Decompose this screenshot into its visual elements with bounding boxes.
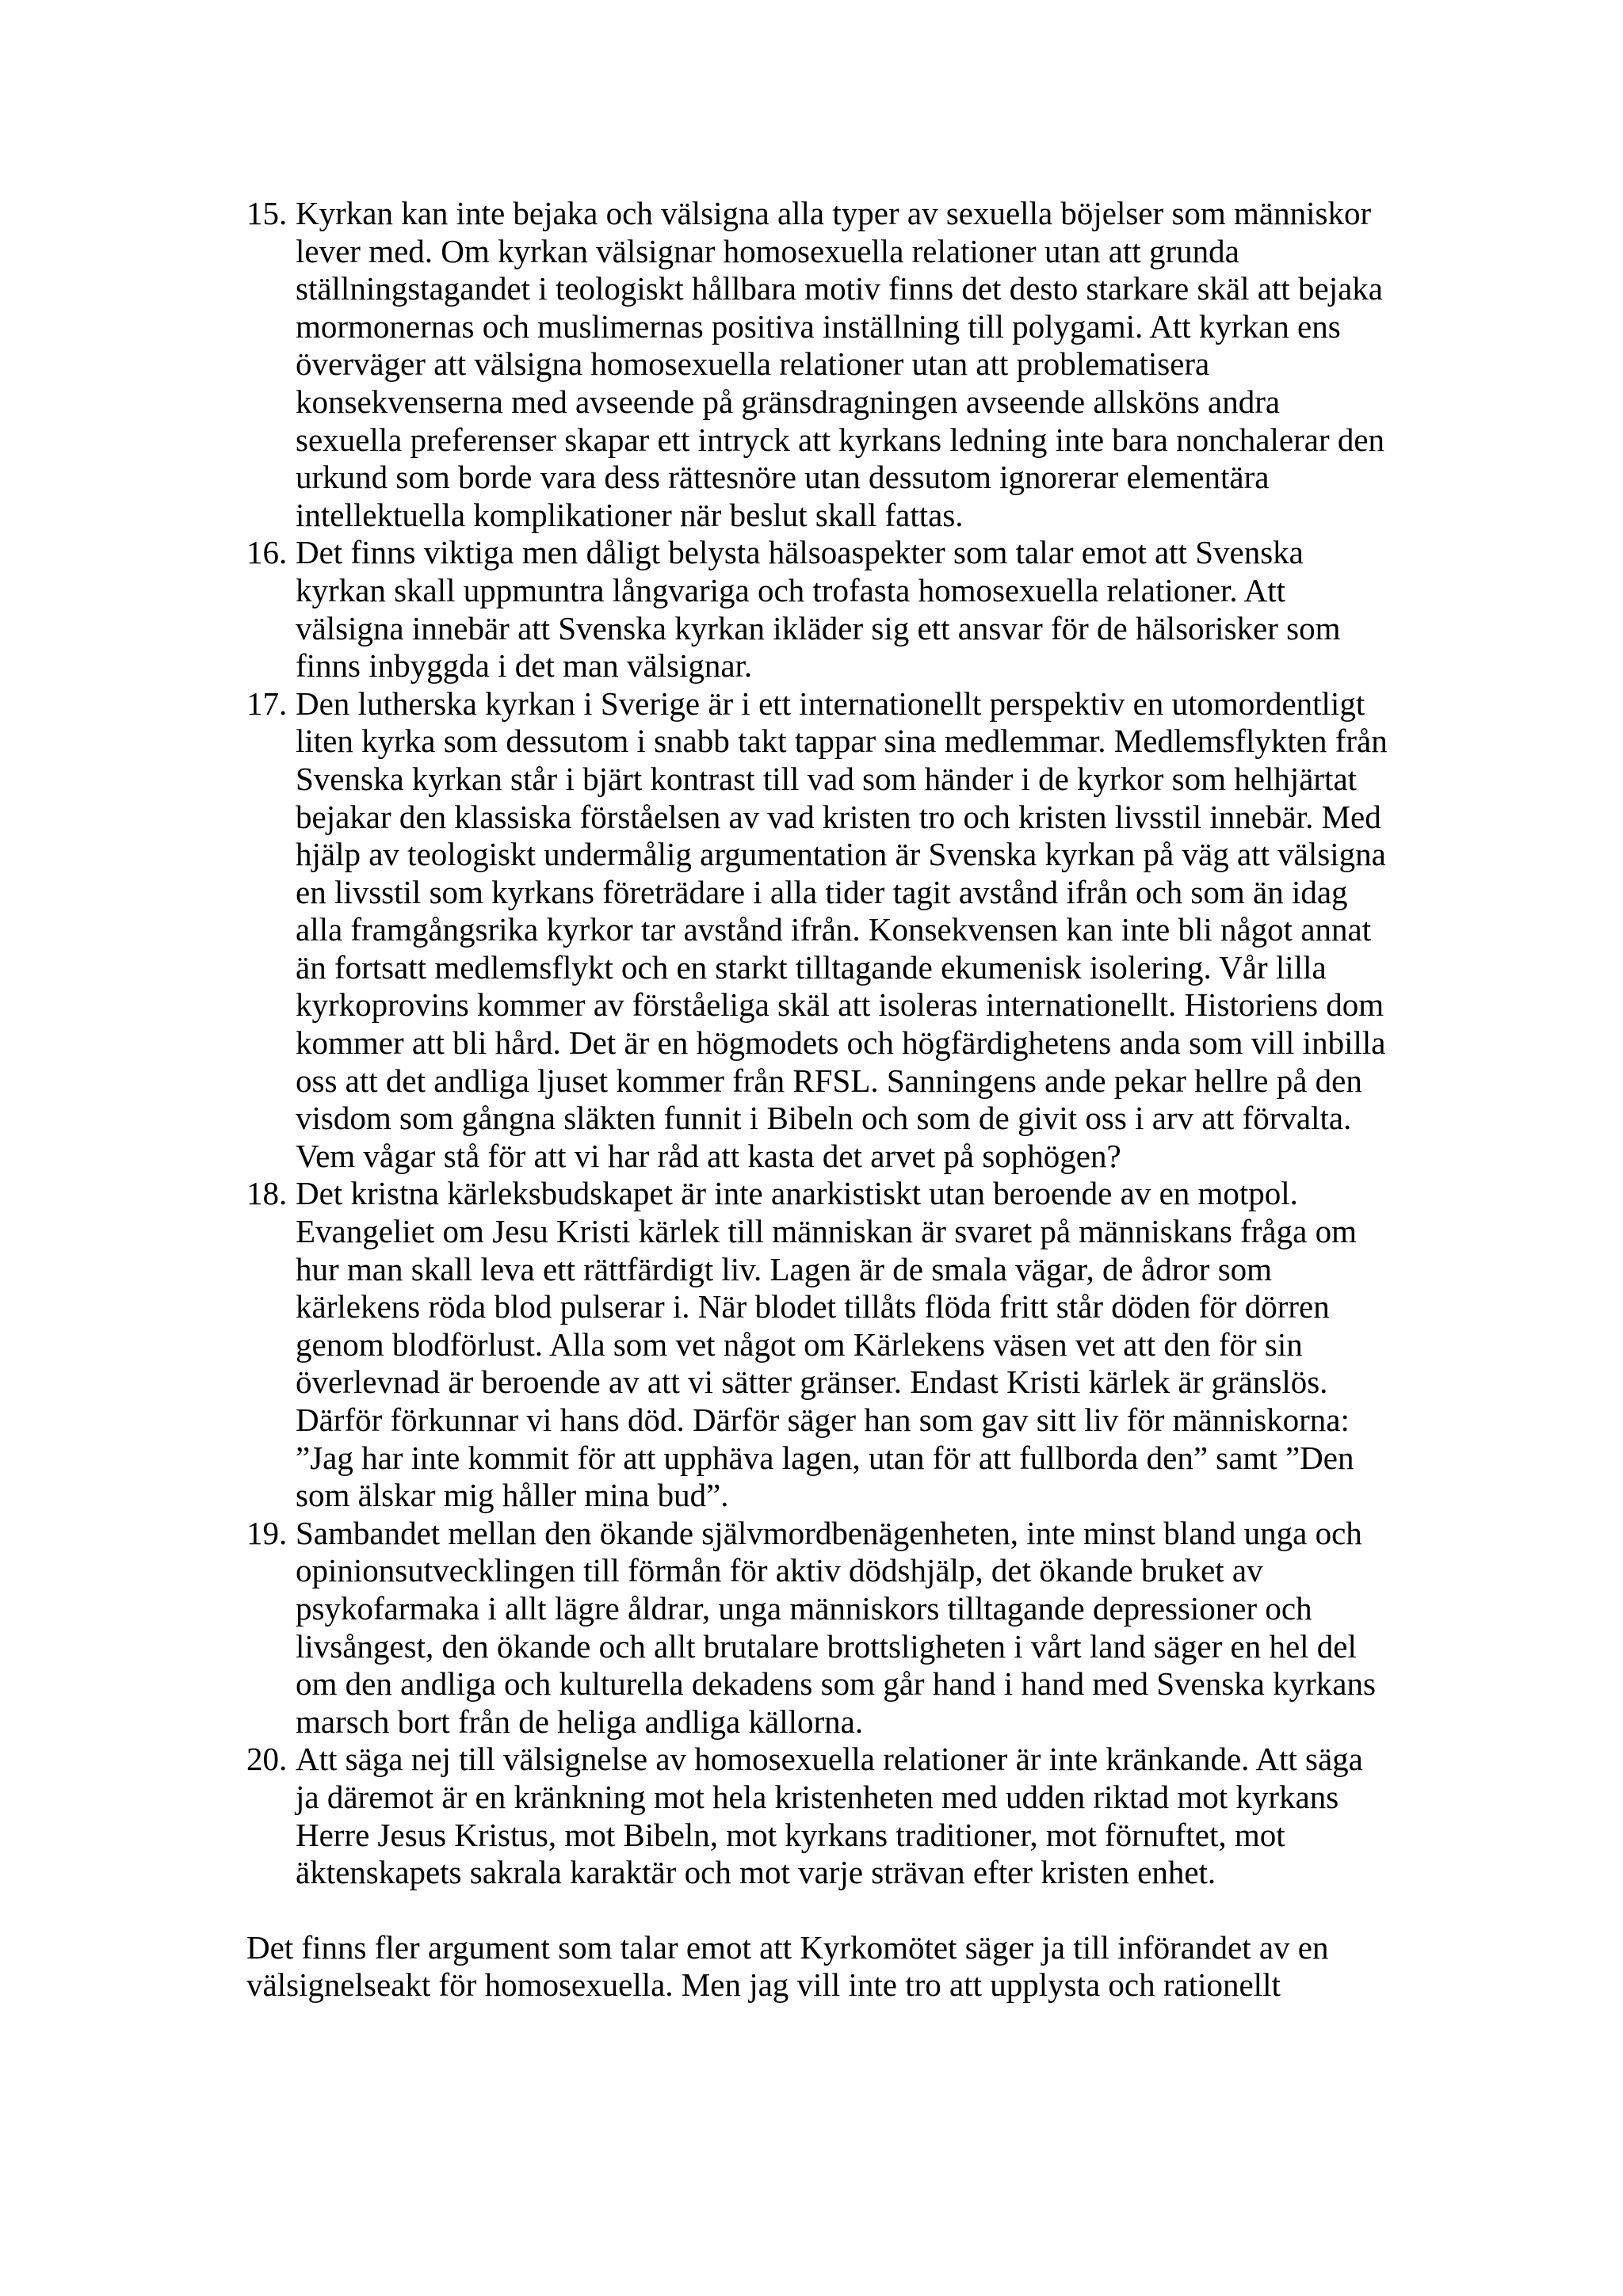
list-item-text: Att säga nej till välsignelse av homosexuella relationer är inte kränkande. Att säga ja däremot är en kränkning mot hela kristenheten med udden riktad mot kyrkans Herre Jesus Kristus, mot Bibeln, mot kyrkans traditioner, mot förnuftet, mot äktenskapets sakrala karaktär och mot varje strävan efter kristen enhet. xyxy=(296,1741,1363,1891)
closing-paragraph: Det finns fler argument som talar emot att Kyrkomötet säger ja till införandet av en välsignelseakt för homosexuella. Men jag vill inte tro att upplysta och rationellt xyxy=(246,1928,1329,2004)
list-item-number: 20. xyxy=(246,1741,288,1778)
list-item xyxy=(246,534,1388,685)
list-item-number: 16. xyxy=(246,534,288,571)
list-item-text: Den lutherska kyrkan i Sverige är i ett internationellt perspektiv en utomordentligt liten kyrka som dessutom i snabb takt tappar sina medlemmar. Medlemsflykten från Svenska kyrkan står i bjärt kontrast till vad som händer i de kyrkor som helhjärtat bejakar den klassiska förståelsen av vad kristen tro och kristen livsstil innebär. Med hjälp av teologiskt undermålig argumentation är Svenska kyrkan på väg att välsigna en livsstil som kyrkans företrädare i alla tider tagit avstånd ifrån och som än idag alla framgångsrika kyrkor tar avstånd ifrån. Konsekvensen kan inte bli något annat än fortsatt medlemsflykt och en starkt tilltagande ekumenisk isolering. Vår lilla kyrkoprovins kommer av förståeliga skäl att isoleras internationellt. Historiens dom kommer att bli hård. Det är en högmodets och högfärdighetens anda som vill inbilla oss att det andliga ljuset kommer från RFSL. Sanningens ande pekar hellre på den visdom som gångna släkten funnit i Bibeln och som de givit oss i arv att förvalta. Vem vågar stå för att vi har råd att kasta det arvet på sophögen? xyxy=(296,685,1388,1174)
list-item-number: 18. xyxy=(246,1175,288,1212)
list-item xyxy=(246,1515,1388,1741)
list-item-text: Sambandet mellan den ökande självmordbenägenheten, inte minst bland unga och opinionsutvecklingen till förmån för aktiv dödshjälp, det ökande bruket av psykofarmaka i allt lägre åldrar, unga människors tilltagande depressioner och livsångest, den ökande och allt brutalare brottsligheten i vårt land säger en hel del om den andliga och kulturella dekadens som går hand i hand med Svenska kyrkans marsch bort från de heliga andliga källorna. xyxy=(296,1514,1376,1740)
list-item xyxy=(246,1175,1388,1514)
numbered-argument-list xyxy=(246,195,1388,1892)
list-item-number: 19. xyxy=(246,1514,288,1551)
list-item-text: Kyrkan kan inte bejaka och välsigna alla typer av sexuella böjelser som människor lever med. Om kyrkan välsignar homosexuella relationer utan att grunda ställningstagandet i teologiskt hållbara motiv finns det desto starkare skäl att bejaka mormonernas och muslimernas positiva inställning till polygami. Att kyrkan ens överväger att välsigna homosexuella relationer utan att problematisera konsekvenserna med avseende på gränsdragningen avseende allsköns andra sexuella preferenser skapar ett intryck att kyrkans ledning inte bara nonchalerar den urkund som borde vara dess rättesnöre utan dessutom ignorerar elementära intellektuella komplikationer när beslut skall fattas. xyxy=(296,195,1385,533)
list-item xyxy=(246,1741,1388,1891)
list-item-number: 17. xyxy=(246,685,288,722)
list-item-text: Det finns viktiga men dåligt belysta hälsoaspekter som talar emot att Svenska kyrkan skall uppmuntra långvariga och trofasta homosexuella relationer. Att välsigna innebär att Svenska kyrkan ikläder sig ett ansvar för de hälsorisker som finns inbyggda i det man välsignar. xyxy=(296,534,1341,685)
list-item xyxy=(246,195,1388,534)
list-item-text: Det kristna kärleksbudskapet är inte anarkistiskt utan beroende av en motpol. Evangeliet om Jesu Kristi kärlek till människan är svaret på människans fråga om hur man skall leva ett rättfärdigt liv. Lagen är de smala vägar, de ådror som kärlekens röda blod pulserar i. När blodet tillåts flöda fritt står döden för dörren genom blodförlust. Alla som vet något om Kärlekens väsen vet att den för sin överlevnad är beroende av att vi sätter gränser. Endast Kristi kärlek är gränslös. Därför förkunnar vi hans död. Därför säger han som gav sitt liv för människorna: ”Jag har inte kommit för att upphäva lagen, utan för att fullborda den” samt ”Den som älskar mig håller mina bud”. xyxy=(296,1175,1357,1514)
list-item xyxy=(246,685,1388,1176)
document-body xyxy=(246,195,1388,2004)
list-item-number: 15. xyxy=(246,195,288,231)
